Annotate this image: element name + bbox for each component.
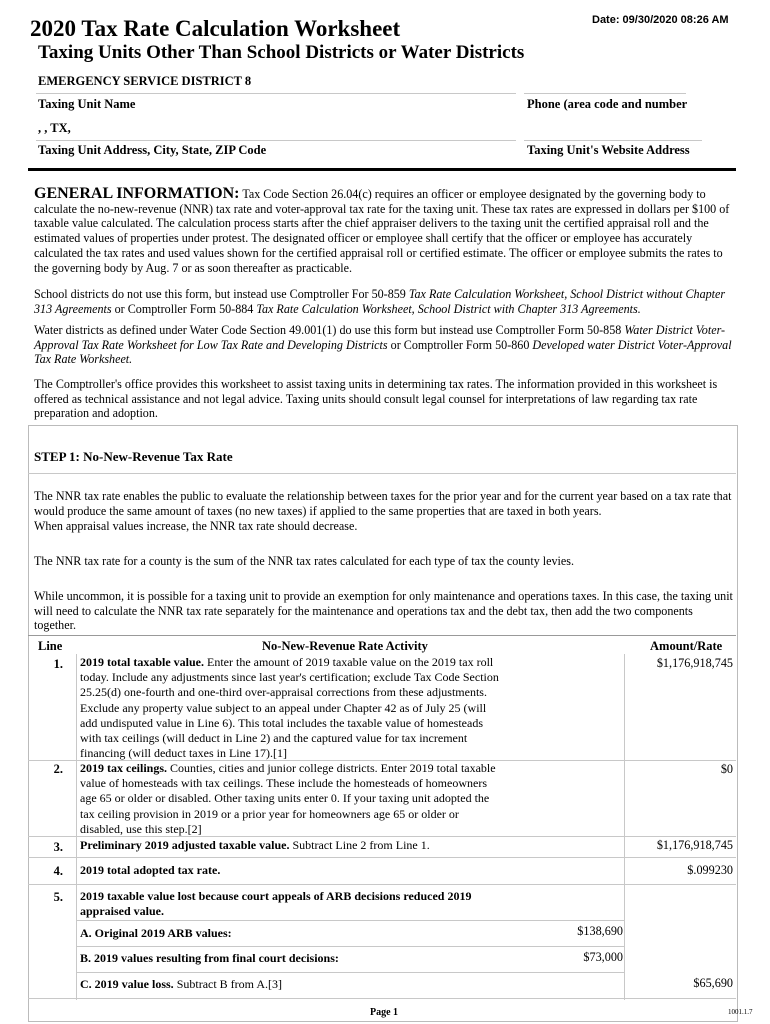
row-rule — [28, 857, 736, 858]
line-number-1: 1. — [53, 657, 63, 671]
line-number-2: 2. — [53, 762, 63, 776]
website-label: Taxing Unit's Website Address — [527, 143, 690, 157]
row-rule — [28, 998, 736, 999]
water-districts-paragraph: Water districts as defined under Water Code Section 49.001(1) do use this form but instead use Comptroller Form 50-858 Water District Voter-Approval Tax Rate Worksheet for Low Tax Rate and Developing Districts or Comptroller Form 50-860 Developed water District Voter-Approval Tax Rate Worksheet. — [34, 323, 732, 367]
row-5c-label: C. 2019 value loss. Subtract B from A.[3] — [80, 977, 283, 991]
col-amount-header: Amount/Rate — [650, 639, 723, 653]
row-rule — [76, 920, 624, 921]
table-row-2-activity: 2019 tax ceilings. Counties, cities and junior college districts. Enter 2019 total taxable value of homesteads with tax ceilings. These include the homesteads of homeowners age 65 or older or disabled. Other taxing units enter 0. If your taxing unit adopted the tax ceiling provision in 2019 or a prior year for homeowners age 65 or older or disabled, use this step.[2] — [80, 761, 496, 836]
phone-rule — [524, 93, 686, 94]
address-rule — [36, 140, 516, 141]
phone-label: Phone (area code and number — [527, 97, 687, 111]
taxing-unit-address-label: Taxing Unit Address, City, State, ZIP Code — [38, 143, 267, 157]
row-rule — [76, 946, 624, 947]
school-districts-paragraph: School districts do not use this form, but instead use Comptroller For 50-859 Tax Rate Calculation Worksheet, School District without Chapter 313 Agreements or Comptroller Form 50-884 Tax Rate Calculation Worksheet, School District with Chapter 313 Agreements. — [34, 287, 726, 316]
table-row-2-amount: $0 — [720, 762, 733, 776]
line-number-4: 4. — [53, 864, 63, 878]
table-row-3-amount: $1,176,918,745 — [656, 838, 733, 852]
table-row-1-amount: $1,176,918,745 — [656, 656, 733, 670]
col-line-header: Line — [38, 639, 63, 653]
taxing-unit-address-value: , , TX, — [38, 121, 71, 135]
table-row-5-activity: 2019 taxable value lost because court appeals of ARB decisions reduced 2019 appraised value. — [80, 889, 472, 919]
col-divider-left — [76, 654, 77, 1000]
row-rule — [28, 884, 736, 885]
page-number: Page 1 — [370, 1007, 399, 1018]
row-5c-amount: $65,690 — [693, 976, 733, 990]
table-row-4-amount: $.099230 — [687, 863, 733, 877]
website-rule — [524, 140, 702, 141]
step1-title: STEP 1: No-New-Revenue Tax Rate — [34, 449, 233, 464]
general-info-paragraph: GENERAL INFORMATION: Tax Code Section 26.04(c) requires an officer or employee designated by the governing body to calculate the no-new-revenue (NNR) tax rate and voter-approval tax rate for the taxing unit. These tax rates are expressed in dollars per $100 of taxable value calculated. The calculation process starts after the chief appraiser delivers to the taxing unit the certified appraisal roll and the estimated values of properties under protest. The designated officer or employee shall certify that the officer or employee has accurately calculated the tax rates and used values shown for the certified appraisal roll or certified estimate. The officer or employee submits the rates to the governing body by Aug. 7 or as soon thereafter as practicable. — [34, 185, 730, 275]
worksheet-title: 2020 Tax Rate Calculation Worksheet — [30, 16, 401, 41]
row-rule — [28, 836, 736, 837]
table-top-rule — [28, 635, 736, 636]
line-number-3: 3. — [53, 840, 63, 854]
form-number: 1001.1.7 — [728, 1008, 753, 1016]
step1-paragraph-3: While uncommon, it is possible for a taxing unit to provide an exemption for only maintenance and operations taxes. In this case, the taxing unit will need to calculate the NNR tax rate separately for the maintenance and operations tax and the debt tax, then add the two components together. — [34, 589, 733, 633]
taxing-unit-name-label: Taxing Unit Name — [38, 97, 136, 111]
table-row-4-activity: 2019 total adopted tax rate. — [80, 863, 221, 877]
col-activity-header: No-New-Revenue Rate Activity — [262, 639, 428, 653]
step1-paragraph-1: The NNR tax rate enables the public to evaluate the relationship between taxes for the prior year and for the current year based on a tax rate that would produce the same amount of taxes (no new taxes) if applied to the same properties that are taxed in both years. When appraisal values increase, the NNR tax rate should decrease. — [34, 489, 732, 533]
worksheet-subtitle: Taxing Units Other Than School Districts or Water Districts — [38, 42, 525, 63]
date-stamp: Date: 09/30/2020 08:26 AM — [592, 14, 729, 26]
step1-paragraph-2: The NNR tax rate for a county is the sum of the NNR tax rates calculated for each type of tax the county levies. — [34, 554, 575, 568]
unit-name-rule — [36, 93, 516, 94]
col-divider-right — [624, 654, 625, 1000]
comptroller-paragraph: The Comptroller's office provides this worksheet to assist taxing units in determining tax rates. The information provided in this worksheet is offered as technical assistance and not legal advice. Taxing units should consult legal counsel for interpretations of law regarding tax rate preparation and adoption. — [34, 377, 718, 421]
row-5b-label: B. 2019 values resulting from final court decisions: — [80, 951, 339, 965]
line-number-5: 5. — [53, 890, 63, 904]
row-5a-amount: $138,690 — [577, 924, 623, 938]
table-row-3-activity: Preliminary 2019 adjusted taxable value. Subtract Line 2 from Line 1. — [80, 838, 430, 852]
taxing-unit-name-value: EMERGENCY SERVICE DISTRICT 8 — [38, 74, 252, 88]
general-info-heading: GENERAL INFORMATION: — [34, 185, 240, 202]
row-rule — [76, 972, 624, 973]
row-5a-label: A. Original 2019 ARB values: — [80, 926, 232, 940]
row-5b-amount: $73,000 — [583, 950, 623, 964]
table-row-1-activity: 2019 total taxable value. Enter the amount of 2019 taxable value on the 2019 tax roll today. Include any adjustments since last year's certification; exclude Tax Code Section 25.25(d) one-fourth and one-third over-appraisal corrections from these adjustments. Exclude any property value subject to an appeal under Chapter 42 as of July 25 (will add undisputed value in Line 6). This total includes the taxable value of homesteads with tax ceilings (will deduct in Line 2) and the captured value for tax increment financing (will deduct taxes in Line 17).[1] — [80, 655, 499, 761]
step1-title-rule — [28, 473, 736, 474]
header-divider — [28, 168, 736, 171]
